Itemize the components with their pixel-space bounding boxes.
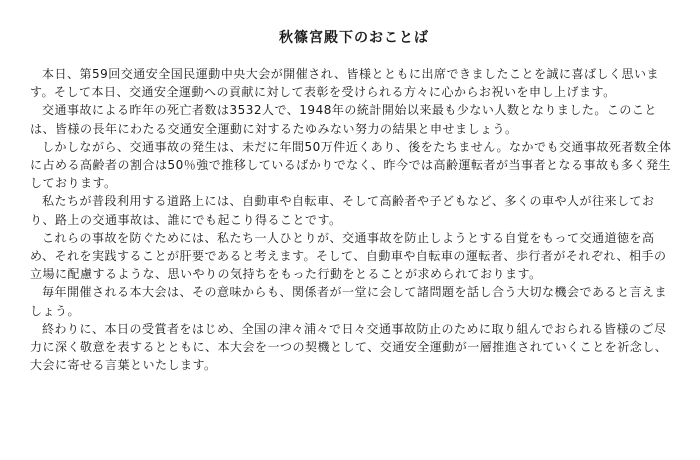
document-title: 秋篠宮殿下のおことば (279, 30, 429, 46)
paragraph: 私たちが普段利用する道路上には、自動車や自転車、そして高齢者や子どもなど、多くの車や人が往来しており、路上の交通事故は、誰にでも起こり得ることです。 (30, 194, 655, 227)
paragraph: 交通事故による昨年の死亡者数は3532人で、1948年の統計開始以来最も少ない人数となりました。このことは、皆様の長年にわたる交通安全運動に対するたゆみない努力の結果と申せましょう。 (30, 103, 657, 136)
paragraph: これらの事故を防ぐためには、私たち一人ひとりが、交通事故を防止しようとする自覚をもって交通道徳を高め、それを実践することが肝要であると考えます。そして、自動車や自転車の運転者、歩行者がそれぞれ、相手の立場に配慮するような、思いやりの気持ちをもった行動をとることが求められております。 (30, 230, 667, 282)
paragraph: 本日、第59回交通安全国民運動中央大会が開催され、皆様とともに出席できましたことを誠に喜ばしく思います。そして本日、交通安全運動への貢献に対して表彰を受けられる方々に心からお祝いを申し上げます。 (30, 67, 659, 100)
paragraph: 終わりに、本日の受賞者をはじめ、全国の津々浦々で日々交通事故防止のために取り組んでおられる皆様のご尽力に深く敬意を表するとともに、本大会を一つの契機として、交通安全運動が一層推進されていくことを祈念し、大会に寄せる言葉といたします。 (30, 321, 668, 373)
paragraph: しかしながら、交通事故の発生は、未だに年間50万件近くあり、後をたちません。なかでも交通事故死者数全体に占める高齢者の割合は50％強で推移しているばかりでなく、昨今では高齢運転者が当事者となる事故も多く発生しております。 (30, 139, 672, 191)
document-body (30, 65, 678, 374)
paragraph: 毎年開催される本大会は、その意味からも、関係者が一堂に会して諸問題を話し合う大切な機会であると言えましょう。 (30, 285, 668, 318)
